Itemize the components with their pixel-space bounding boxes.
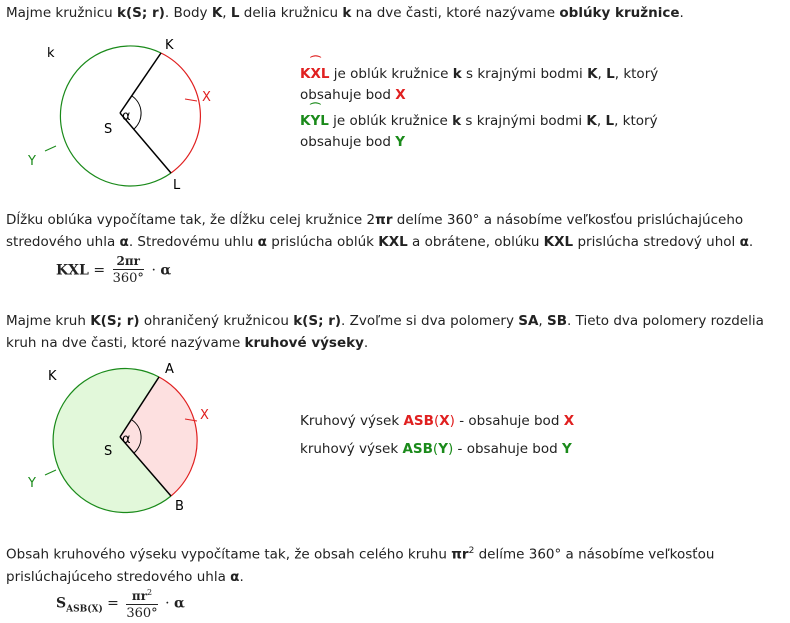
intro-text: . Body (164, 5, 212, 21)
def-text: - obsahuje bod (454, 413, 564, 429)
superscript: 2 (147, 588, 153, 597)
symbol-r: r (152, 5, 159, 21)
symbol-L: L (606, 66, 615, 82)
denominator: 360° (126, 606, 158, 621)
paren: ( (302, 313, 309, 329)
period: . (239, 568, 244, 585)
sector-definition-y (300, 439, 720, 460)
text: prislúcha oblúk (266, 234, 379, 250)
label-Y: Y (28, 154, 36, 169)
times-sign: · (165, 595, 170, 612)
text: delíme 360° a násobíme veľkosťou prislúchajúceho stredového uhla (6, 212, 744, 250)
paren: ) (334, 313, 342, 329)
def-text: Kruhový výsek (300, 413, 404, 429)
numerator: 2πr (113, 254, 144, 270)
label-A: A (165, 362, 174, 377)
section2-intro (6, 310, 786, 354)
denominator: 360° (112, 271, 144, 286)
label-L: L (173, 178, 181, 193)
term-sectors: kruhové výseky (244, 335, 364, 351)
arc-symbol: KXL (543, 234, 574, 250)
arc-symbol-kxl (300, 55, 330, 85)
arc-letter: K (300, 66, 311, 82)
text: ohraničený kružnicou (139, 313, 294, 329)
comma: , (538, 313, 548, 329)
point-y: Y (438, 441, 448, 457)
label-S: S (104, 122, 113, 137)
arc-diagram (0, 26, 290, 201)
separator: ; (318, 313, 329, 329)
text: . Tieto dva polomery rozdelia kruh na dve časti, ktoré nazývame (6, 313, 764, 351)
arc-length-formula (56, 254, 171, 287)
symbol-S: S (132, 5, 142, 21)
symbol-k: k (117, 5, 126, 21)
symbol-L: L (230, 5, 240, 21)
comma: , (596, 113, 606, 129)
label-B: B (175, 499, 184, 514)
def-text: s krajnými bodmi (461, 113, 587, 129)
period: . (679, 5, 684, 21)
arc-letter: Y (310, 113, 321, 129)
paren: ) (447, 441, 454, 457)
symbol-K: K (587, 66, 598, 82)
symbol-K: K (90, 313, 101, 329)
symbol-L: L (605, 113, 615, 129)
label-K: K (48, 369, 57, 384)
comma: , (222, 5, 231, 21)
symbol-alpha: α (230, 568, 240, 585)
arc-letter: K (300, 113, 311, 129)
symbol-r: r (126, 313, 134, 329)
symbol-alpha: α (174, 595, 185, 612)
label-alpha: α (122, 109, 131, 124)
label-k: k (47, 46, 55, 61)
label-X: X (200, 408, 209, 423)
symbol-k: k (452, 113, 462, 129)
intro-text: na dve časti, ktoré nazývame (351, 5, 560, 21)
symbol-K: K (586, 113, 597, 129)
def-text: s krajnými bodmi (461, 66, 588, 82)
term-arcs: oblúky kružnice (559, 5, 680, 21)
text: . Stredovému uhlu (128, 234, 258, 250)
paren: ) (449, 413, 455, 429)
paren: ( (126, 5, 133, 21)
label-alpha: α (122, 432, 131, 447)
symbol-K: K (211, 5, 223, 21)
subscript: ASB(X) (66, 604, 103, 615)
point-x: X (439, 413, 450, 429)
symbol-S: S (308, 313, 319, 329)
paren: ) (158, 5, 165, 21)
arc-letter: X (310, 66, 321, 82)
text: Obsah kruhového výseku vypočítame tak, že obsah celého kruhu (6, 546, 452, 563)
paren: ) (133, 313, 140, 329)
sector-area-text (6, 540, 786, 588)
symbol-k: k (293, 313, 303, 329)
paren: ( (433, 413, 440, 429)
formula-lhs: S (56, 595, 67, 612)
label-X: X (202, 90, 211, 105)
arc-symbol: KXL (378, 234, 408, 250)
text: Majme kruh (6, 313, 91, 329)
separator: ; (116, 313, 127, 329)
def-text: - obsahuje bod (453, 441, 562, 457)
text: delíme 360° a násobíme veľkosťou prislúchajúceho stredového uhla (6, 546, 715, 585)
arc-mid (309, 102, 321, 132)
text: prislúcha stredový uhol (573, 234, 740, 250)
equals-sign: = (107, 595, 119, 612)
symbol-alpha: α (257, 234, 267, 250)
sector-name: ASB (403, 413, 434, 429)
symbol-SA: SA (518, 313, 539, 329)
intro-text: Majme kružnicu (6, 5, 118, 21)
label-S: S (104, 444, 113, 459)
symbol-S: S (106, 313, 117, 329)
text: . Zvoľme si dva polomery (341, 313, 519, 329)
symbol-r: r (385, 212, 393, 228)
equals-sign: = (93, 262, 106, 279)
label-K: K (165, 38, 174, 53)
times-sign: · (151, 262, 156, 279)
section1-intro (6, 2, 786, 24)
def-text: , ktorý obsahuje bod (300, 113, 658, 150)
symbol-r: r (461, 546, 469, 563)
sector-definition-x (300, 411, 720, 432)
period: . (363, 335, 369, 351)
symbol-pi: π (131, 589, 141, 603)
symbol-alpha: α (119, 234, 129, 250)
arc-kxl-red (161, 53, 200, 173)
def-text: je oblúk kružnice (328, 113, 453, 129)
symbol-r: r (328, 313, 335, 329)
sector-area-formula (56, 585, 185, 622)
point-y: Y (395, 134, 406, 150)
fraction (126, 585, 157, 622)
radius-sk (120, 53, 161, 113)
def-text: je oblúk kružnice (329, 66, 453, 82)
arc-symbol-kyl (300, 102, 329, 132)
fraction (113, 254, 144, 287)
intro-text: delia kružnicu (239, 5, 343, 21)
symbol-pi: π (451, 546, 462, 563)
arc-letter: L (320, 113, 329, 129)
text: a obrátene, oblúku (407, 234, 544, 250)
formula-lhs: KXL (56, 262, 89, 279)
paren: ( (432, 441, 439, 457)
superscript: 2 (468, 546, 475, 556)
sector-diagram (0, 360, 290, 520)
arc-kyl-green (60, 46, 171, 186)
symbol-pi: π (375, 212, 386, 228)
arc-definition-kxl (300, 55, 720, 106)
paren: ( (100, 313, 107, 329)
symbol-SB: SB (547, 313, 568, 329)
symbol-alpha: α (739, 234, 749, 250)
def-text: , ktorý obsahuje bod (300, 66, 659, 103)
point-y: Y (562, 441, 572, 457)
separator: ; (141, 5, 153, 21)
numerator (126, 585, 157, 605)
angle-arc (132, 96, 141, 129)
comma: , (597, 66, 607, 82)
symbol-r: r (140, 589, 148, 603)
arc-hat: ⌒ (310, 55, 322, 68)
arc-letter: L (320, 66, 330, 82)
text: Dĺžku oblúka vypočítame tak, že dĺžku celej kružnice 2 (6, 212, 376, 228)
arc-length-text (6, 209, 786, 253)
symbol-k: k (452, 66, 462, 82)
sector-name: ASB (402, 441, 433, 457)
arc-definition-kyl (300, 102, 720, 153)
symbol-alpha: α (160, 262, 172, 279)
tick-y (45, 470, 56, 475)
symbol-k: k (342, 5, 352, 21)
def-text: kruhový výsek (300, 441, 403, 457)
point-x: X (563, 413, 575, 429)
arc-hat: ⌒ (309, 102, 321, 115)
label-Y: Y (28, 476, 36, 491)
point-x: X (395, 87, 406, 103)
period: . (748, 234, 754, 250)
tick-y (45, 146, 56, 151)
tick-x (185, 99, 197, 101)
arc-mid (310, 55, 322, 85)
